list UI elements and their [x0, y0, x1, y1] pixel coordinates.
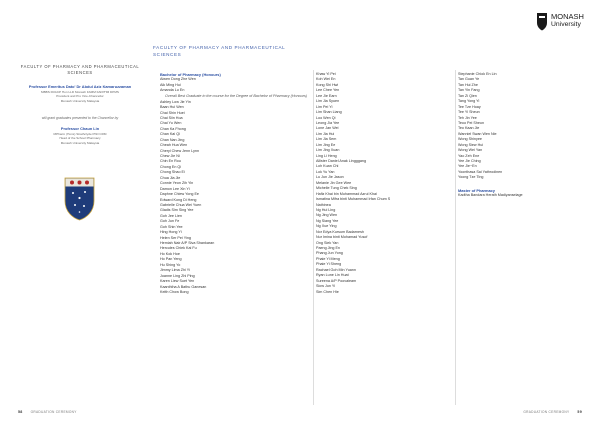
graduate-name: Teo Kaan Jie	[458, 126, 480, 131]
graduate-name: Keith Chow Bong	[160, 289, 189, 294]
graduate-name: Melanie Jin Gee Wee	[316, 180, 352, 185]
graduate-name: Hafiz Khai bin Muhammad Azrul Khai	[316, 191, 377, 196]
left-faculty-title: FACULTY OF PHARMACY AND PHARMACEUTICAL SCIENCES	[20, 64, 140, 76]
graduate-name: Chew Jie Ni	[160, 154, 180, 159]
footer-label: GRADUATION CEREMONY	[523, 410, 570, 414]
graduate-name: Ho Pan Yeng	[160, 257, 182, 262]
names-column-1	[160, 72, 308, 295]
presenter-credential: MBBS FRACP Hon LLD Monash FAMM FAFPHM DPMS	[41, 89, 119, 94]
graduate-name: Chai Yu Wen	[160, 121, 182, 126]
graduate-name: Yao Zeh Ene	[458, 153, 480, 158]
graduate-name: Chua Jia Jie	[160, 175, 181, 180]
presenter-name: Professor Emeritus Dato' Dr Abdul Aziz Kamaruzzaman	[28, 84, 132, 89]
graduate-name: Michelle Tung Chek Sing	[316, 186, 357, 191]
graduate-name: Edward Kong Di Heng	[160, 197, 197, 202]
graduate-name: Lee Chee Yen	[316, 88, 340, 93]
presenter-credential: Monash University Malaysia	[60, 140, 100, 145]
graduate-name: Connie Yeon Zih Yin	[160, 181, 194, 186]
graduate-name: Lim Shan Liang	[316, 110, 342, 115]
graduate-name: Ling Li Heng	[316, 153, 337, 158]
logo-line-1: MONASH	[551, 12, 584, 21]
graduate-name: Nathinea	[316, 202, 331, 207]
graduate-name: Lok Yu Yan	[316, 169, 335, 174]
graduate-name: Helen Ser Pei Ying	[160, 235, 191, 240]
graduate-name: Kadtha Bandara Herath Madiyanselage	[458, 193, 523, 198]
graduate-name: Ong Siek Yan	[316, 240, 339, 245]
names-column-3	[458, 72, 588, 199]
faculty-heading: FACULTY OF PHARMACY AND PHARMACEUTICAL SCIENCES	[153, 45, 286, 57]
presenter-note: will grant graduates presented to the Chancellor by	[41, 116, 119, 120]
graduate-name: Phang Jun Yong	[316, 251, 343, 256]
graduate-name: Lim Jia Syuen	[316, 99, 340, 104]
graduate-name: Jimmy Lima Zhi Yi	[160, 268, 190, 273]
graduate-name: Lu Jun Jie Jason	[316, 175, 344, 180]
graduate-name: Ng Jing Wen	[316, 213, 338, 218]
graduate-name: Ho Kok Hoe	[160, 251, 180, 256]
graduate-name: Baan Hui Wen	[160, 105, 184, 110]
graduate-name: Chong En Qi	[160, 164, 182, 169]
graduate-name: Yoong Tze Ting	[458, 175, 484, 180]
presenter-credential: MPharm (Hons) Strathclyde PhD CRM	[53, 131, 107, 136]
graduate-list	[160, 77, 308, 295]
graduate-name: Yee Jie Ching	[458, 159, 481, 163]
graduate-name: Stephanie Chiok En Lin	[458, 72, 497, 76]
graduate-name: Leong Jia Yee	[316, 120, 340, 125]
graduate-name: Loo Wen Qi	[316, 115, 336, 120]
graduate-name: Tan Guan Ye	[458, 77, 480, 82]
graduate-name: Ng Hui Ling	[316, 207, 336, 212]
graduate-name: Chai Siin Hoa	[160, 115, 183, 120]
presenter-credential: Head of the School Pharmacy	[59, 136, 101, 141]
university-crest-icon	[64, 177, 95, 221]
graduate-name: Ashley Low Jie Yin	[160, 99, 191, 104]
graduate-name: Tan Yin Fang	[458, 88, 480, 93]
graduate-name: Ng Xue Ying	[316, 224, 337, 229]
merit-note: Overall Best Graduate in the course for the Degree of Bachelor of Pharmacy (Honours)	[165, 94, 308, 99]
graduate-name: Kaanthiha A Bathu Ganesan	[160, 284, 207, 289]
graduate-name: Tee Tze Hoay	[458, 104, 481, 109]
graduate-name: Wong Siew Hui	[458, 142, 484, 147]
graduate-name: Goh Jee Lien	[160, 213, 182, 218]
graduate-name: Wong Wei Yan	[458, 148, 483, 153]
graduate-name: Cheryl Chew Jenn Lynn	[160, 148, 200, 153]
graduate-list	[316, 72, 454, 295]
graduate-name: Goh Shin Yee	[160, 224, 183, 229]
graduate-name: Aik Ming Hui	[160, 82, 181, 87]
graduate-name: Daphne Chiew Yong Ee	[160, 192, 199, 197]
graduate-name: Chan Nan Jing	[160, 137, 185, 142]
graduate-name: Lim Jing Ee	[316, 142, 336, 147]
graduate-name: Tan Hui Zhe	[458, 82, 478, 87]
graduate-name: Gabrielle Chua Wei Yuen	[160, 202, 202, 207]
graduate-name: Allister Daniel Anak Lingggang	[316, 159, 367, 163]
graduate-name: Chan Kai Qi	[160, 132, 180, 137]
graduate-name: Lim Jing Xuan	[316, 148, 340, 153]
graduate-name: Gladis Sim Sing Yee	[160, 208, 194, 213]
logo-line-2: University	[551, 20, 581, 28]
graduate-name: Joanne Ling Zhi Ping	[160, 273, 195, 278]
graduate-name: Paeng Jing En	[316, 246, 340, 250]
graduate-name: Amanda Lu En	[160, 88, 185, 93]
footer-right	[523, 410, 582, 414]
graduate-name: Yoonthasa Sai Yathrodinen	[458, 169, 503, 174]
graduate-name: Siow Jun Yi	[316, 284, 336, 289]
graduate-name: Goh Jun Fe	[160, 219, 180, 224]
graduate-name: Lone Jan Wei	[316, 126, 339, 131]
presenter-credential: Monash University Malaysia	[60, 98, 100, 103]
graduate-name: Teoo Pei Sheun	[458, 120, 485, 125]
graduate-name: Phaie Yi Sheng	[316, 262, 342, 267]
graduate-name: Lim Jia Sem	[316, 137, 337, 142]
graduate-name: Sureena A/P Poovaleam	[316, 278, 357, 283]
monash-logo-text	[551, 13, 584, 28]
presenter-block-2	[18, 126, 142, 145]
graduate-name: Tang Yong Yi	[458, 99, 480, 104]
presenter-credential: President and Pro Vice-Chancellor	[56, 94, 104, 99]
graduate-name: Yee Jie~En	[458, 164, 477, 169]
graduate-name: Lim Jia Hui	[316, 131, 335, 136]
graduate-name: Karen Liew Suet Yen	[160, 279, 195, 284]
graduate-name: Cheah Hua Wen	[160, 143, 188, 148]
graduate-name: Hu Shing Yo	[160, 262, 181, 267]
degree-subheading: Master of Pharmacy	[458, 187, 495, 193]
names-column-2	[316, 72, 454, 295]
graduate-name: Tee Yi Sheun	[458, 110, 480, 115]
graduate-name: Nor Edya Kursum Badarnesh	[316, 229, 364, 234]
graduate-name: Aiwen Dong Zhe Wen	[160, 77, 196, 82]
graduate-name: Lim Pei Yi	[316, 104, 333, 109]
degree-subheading: Bachelor of Pharmacy (Honours)	[160, 72, 221, 77]
graduate-name: Chin En Rou	[160, 159, 181, 164]
graduate-name: Ryan Lune Lin Huat	[316, 273, 349, 278]
graduate-name: Nur Imina binti Mohamad Yusof	[316, 235, 368, 240]
graduate-name: Phaie Yi Meng	[316, 256, 340, 261]
presenter-name: Professor Chaun Lin	[60, 126, 100, 131]
graduate-name: Chong Shao Ei	[160, 170, 185, 175]
graduate-name: Khaw Yi Pei	[316, 72, 336, 76]
footer-label: GRADUATION CEREMONY	[30, 410, 77, 414]
graduate-name: Rachael Goh Min Yuann	[316, 267, 356, 272]
graduate-name: Wong Shinyee	[458, 137, 482, 142]
graduate-list	[458, 72, 588, 181]
page-number: 58	[18, 410, 23, 414]
graduate-list	[458, 193, 588, 198]
graduate-name: Loh Kuan Chi	[316, 164, 339, 169]
graduate-name: Ismatina Mifra binti Muhammad Irfan Chum S	[316, 197, 391, 202]
graduate-name: Chan Ka Fhong	[160, 126, 186, 131]
graduate-name: Lee Jie Earn	[316, 93, 337, 98]
graduate-name: Kong Shi Hwi	[316, 82, 339, 87]
page-number: 59	[577, 410, 582, 414]
graduate-name: Hercules Chiek Kai Fu	[160, 246, 197, 251]
presenter-block-1	[18, 84, 142, 103]
column-divider	[455, 70, 456, 405]
graduate-name: Ng Siang Yee	[316, 218, 339, 223]
graduate-name: Koh Wei En	[316, 77, 336, 82]
footer-left	[18, 410, 77, 414]
graduate-name: Teh Jin Yee	[458, 115, 477, 120]
graduate-name: Hemiah Nair A/P Siva Shankaran	[160, 241, 215, 246]
graduate-name: Tan Zi Qien	[458, 93, 477, 98]
graduate-name: Sim Chen Hie	[316, 289, 339, 294]
graduate-name: Wanniel Swan Wen Nie	[458, 131, 497, 136]
column-divider	[313, 70, 314, 405]
graduate-name: Chai Shin Huei	[160, 110, 185, 115]
graduate-name: Hing Hong Yi	[160, 230, 182, 235]
graduate-name: Damon Lee Xin Yi	[160, 186, 190, 191]
